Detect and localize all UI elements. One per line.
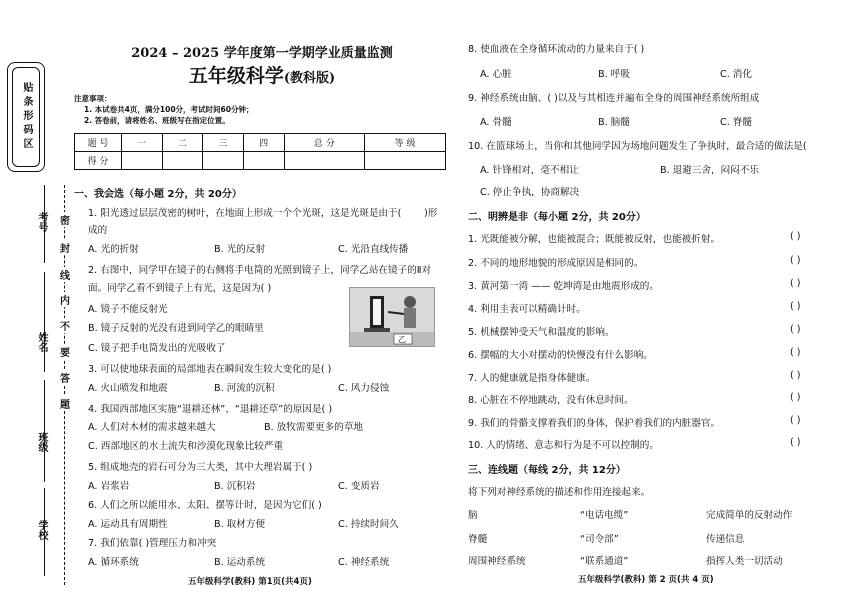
class-label: 班级 [36,432,47,452]
match-right-item[interactable]: 完成简单的反射动作 [706,510,793,521]
q3-option-c[interactable]: C. 风力侵蚀 [338,383,390,394]
tf-answer-blank[interactable]: ( ) [790,324,801,335]
score-row-label: 得 分 [75,152,122,170]
page-2-footer: 五年级科学(教科) 第 2 页(共 4 页) [578,575,714,585]
match-right-item[interactable]: 传递信息 [706,534,745,545]
notice-block [74,93,254,126]
mirror-illustration-svg [350,288,434,346]
tf-statement: 7. 人的健康就是指身体健康。 [468,373,596,384]
tf-statement: 1. 光既能被分解，也能被混合；既能被反射，也能被折射。 [468,234,721,245]
exam-title: 2024 – 2025 学年度第一学期学业质量监测 [131,46,393,61]
match-middle-item[interactable]: “联系通道” [580,556,629,567]
score-cell[interactable] [162,152,203,170]
notice-item: 1. 本试卷共4页，满分100分，考试时间60分钟； [84,105,254,114]
seal-char: 线 [59,267,71,282]
name-line[interactable] [44,272,45,372]
match-left-item[interactable]: 周围神经系统 [468,556,526,567]
question-2-text: 2. 右图中，同学甲在镜子的右侧将手电筒的光照到镜子上，同学乙站在镜子的Ⅱ对 [88,265,432,276]
tf-statement: 6. 摆幅的大小对摆动的快慢没有什么影响。 [468,350,653,361]
q1-option-a[interactable]: A. 光的折射 [88,244,139,255]
tf-answer-blank[interactable]: ( ) [790,392,801,403]
q6-option-b[interactable]: B. 取材方便 [214,519,266,530]
match-left-item[interactable]: 脊髓 [468,534,488,545]
tf-answer-blank[interactable]: ( ) [790,231,801,242]
score-header-cell: 四 [243,134,284,152]
section-2-heading: 二、明辨是非（每小题 2分，共 20分） [468,212,646,223]
question-1-text: 1. 阳光透过层层茂密的树叶，在地面上形成一个个光斑，这是光斑是由于( [88,208,402,219]
q10-option-a[interactable]: A. 针锋相对，毫不相让 [480,165,579,176]
tf-answer-blank[interactable]: ( ) [790,301,801,312]
tf-statement: 10. 人的情绪、意志和行为是不可以控制的。 [468,440,659,451]
q5-option-c[interactable]: C. 变质岩 [338,481,380,492]
seal-char: 密 [59,212,71,227]
class-line[interactable] [44,380,45,482]
tf-statement: 2. 不同的地形地貌的形成原因是相同的。 [468,258,644,269]
score-table-header-row [75,134,446,152]
question-8-text: 8. 使血液在全身循环流动的力量来自于( ) [468,44,645,55]
tf-answer-blank[interactable]: ( ) [790,255,801,266]
question-3-text: 3. 可以使地球表面的局部地表在瞬间发生较大变化的是( ) [88,364,332,375]
question-5-text: 5. 组成地壳的岩石可分为三大类，其中大理岩属于( ) [88,462,313,473]
score-header-cell: 三 [203,134,244,152]
q3-option-a[interactable]: A. 火山喷发和地震 [88,383,168,394]
match-left-item[interactable]: 脑 [468,510,478,521]
seal-char: 答 [59,370,71,385]
tf-answer-blank[interactable]: ( ) [790,347,801,358]
score-cell[interactable] [365,152,446,170]
tf-answer-blank[interactable]: ( ) [790,437,801,448]
mirror-illustration [349,287,435,347]
exam-number-line[interactable] [44,185,45,263]
section-1-heading: 一、我会选（每小题 2分，共 20分） [74,189,242,200]
tf-answer-blank[interactable]: ( ) [790,415,801,426]
seal-char: 封 [59,240,71,255]
tf-statement: 8. 心脏在不停地跳动，没有休息时间。 [468,395,634,406]
school-label: 学校 [36,520,47,540]
matching-instruction: 将下列对神经系统的描述和作用连接起来。 [468,487,651,498]
score-header-cell: 总 分 [284,134,365,152]
q7-option-b[interactable]: B. 运动系统 [214,557,266,568]
question-1-text-2: 成的 [88,225,108,236]
q10-option-c[interactable]: C. 停止争执，协商解决 [480,187,580,198]
q1-option-c[interactable]: C. 光沿直线传播 [338,244,409,255]
subject-title [92,61,432,88]
tf-answer-blank[interactable]: ( ) [790,278,801,289]
q4-option-a[interactable]: A. 人们对木材的需求越来越大 [88,422,216,433]
q1-option-b[interactable]: B. 光的反射 [214,244,266,255]
q4-option-b[interactable]: B. 放牧需要更多的草地 [264,422,364,433]
q9-option-a[interactable]: A. 骨髓 [480,117,512,128]
score-header-cell: 题 号 [75,134,122,152]
q2-option-a[interactable]: A. 镜子不能反射光 [88,304,168,315]
question-6-text: 6. 人们之所以能用水、太阳、摆等计时，是因为它们( ) [88,500,322,511]
question-4-text: 4. 我国西部地区实施“退耕还林”、“退耕还草”的原因是( ) [88,404,333,415]
barcode-area-label: 贴条形码区 [12,67,40,167]
score-table-score-row [75,152,446,170]
subject-name: 五年级科学 [188,65,284,87]
question-7-text: 7. 我们依靠( )管理压力和冲突 [88,538,217,549]
q3-option-b[interactable]: B. 河流的沉积 [214,383,275,394]
q2-option-c[interactable]: C. 镜子把手电筒发出的光吸收了 [88,343,226,354]
score-table [74,133,446,170]
q6-option-a[interactable]: A. 运动具有周期性 [88,519,168,530]
q5-option-b[interactable]: B. 沉积岩 [214,481,256,492]
match-middle-item[interactable]: “电话电缆” [580,510,629,521]
q10-option-b[interactable]: B. 退避三舍，闷闷不乐 [660,165,760,176]
question-1-text-end: )形 [424,208,438,219]
q5-option-a[interactable]: A. 岩浆岩 [88,481,130,492]
score-cell[interactable] [284,152,365,170]
tf-statement: 9. 我们的骨骼支撑着我们的身体，保护着我们的内脏器官。 [468,418,721,429]
mirror-student-label: 乙 [398,335,406,344]
q6-option-c[interactable]: C. 持续时间久 [338,519,399,530]
match-middle-item[interactable]: “司令部” [580,534,619,545]
q8-option-b[interactable]: B. 呼吸 [598,69,630,80]
seal-char: 不 [59,318,71,333]
tf-answer-blank[interactable]: ( ) [790,370,801,381]
question-2-text-2: 面。同学乙看不到镜子上有光，这是因为( ) [88,283,272,294]
seal-char: 题 [59,396,71,411]
tf-statement: 4. 利用圭表可以精确计时。 [468,304,586,315]
notice-title: 注意事项： [74,94,112,103]
seal-char: 要 [59,344,71,359]
q4-option-c[interactable]: C. 西部地区的水土流失和沙漠化现象比较严重 [88,441,284,452]
name-label: 姓名 [36,332,47,352]
q8-option-a[interactable]: A. 心脏 [480,69,512,80]
score-cell[interactable] [122,152,163,170]
section-3-heading: 三、连线题（每线 2分，共 12分） [468,465,626,476]
q8-option-c[interactable]: C. 消化 [720,69,752,80]
q9-option-c[interactable]: C. 脊髓 [720,117,752,128]
match-right-item[interactable]: 指挥人类一切活动 [706,556,783,567]
exam-number-label: 考号 [36,212,47,232]
q9-option-b[interactable]: B. 脑髓 [598,117,630,128]
q2-option-b[interactable]: B. 镜子反射的光没有进到同学乙的眼睛里 [88,323,264,334]
q7-option-a[interactable]: A. 循环系统 [88,557,139,568]
score-header-cell: 等 级 [365,134,446,152]
question-10-text: 10. 在篮球场上，当你和其他同学因为场地问题发生了争执时，最合适的做法是( [468,141,807,152]
tf-statement: 5. 机械摆钟受天气和温度的影响。 [468,327,615,338]
score-header-cell: 一 [122,134,163,152]
q7-option-c[interactable]: C. 神经系统 [338,557,390,568]
score-cell[interactable] [203,152,244,170]
question-9-text: 9. 神经系统由脑、( )以及与其相连并遍布全身的周围神经系统所组成 [468,93,760,104]
tf-statement: 3. 黄河第一湾 —— 乾坤湾是由地震形成的。 [468,281,659,292]
score-header-cell: 二 [162,134,203,152]
score-cell[interactable] [243,152,284,170]
edition-label: (教科版) [283,71,336,86]
page-1-footer: 五年级科学(教科) 第1页(共4页) [188,577,312,587]
school-line[interactable] [44,488,45,576]
seal-char: 内 [59,292,71,307]
notice-item: 2. 答卷前，请将姓名、班级写在指定位置。 [84,116,230,125]
